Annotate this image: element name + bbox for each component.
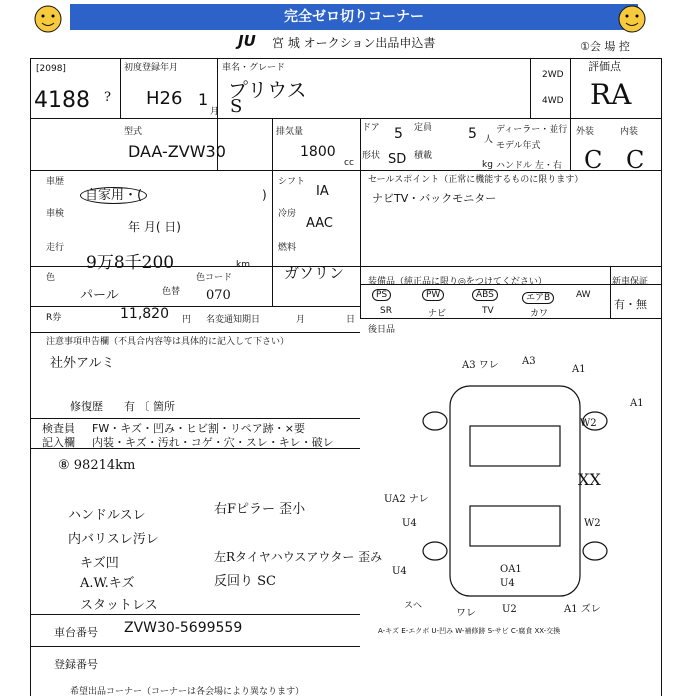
notice-month: 月 bbox=[296, 315, 306, 325]
dealer-label: ディーラー・並行 bbox=[496, 125, 568, 135]
handwritten-note: スタットレス bbox=[80, 598, 158, 613]
equipment-abs: ABS bbox=[472, 290, 498, 300]
exterior-value: C bbox=[584, 146, 603, 174]
recycle-unit: 円 bbox=[182, 315, 192, 325]
capacity-label: 定員 bbox=[414, 123, 433, 133]
handle-label: ハンドル 左・右 bbox=[496, 161, 562, 171]
shift-label: シフト bbox=[278, 177, 306, 187]
handwritten-note: 左Rタイヤハウスアウター 歪み bbox=[214, 550, 383, 564]
recorder-value: 内装・キズ・汚れ・コゲ・穴・スレ・キレ・破レ bbox=[92, 436, 334, 449]
equipment-pw: PW bbox=[422, 290, 444, 300]
diagram-mark: W2 bbox=[580, 418, 597, 429]
reg-month: 1 bbox=[198, 90, 209, 109]
type-label: 型式 bbox=[124, 127, 143, 137]
capacity-value: 5 bbox=[468, 126, 477, 142]
diagram-mark: U4 bbox=[500, 578, 515, 589]
reg-month-unit: 月 bbox=[210, 107, 220, 117]
recycle-label: R券 bbox=[46, 313, 62, 323]
repair-value: 有 〔 箇所 bbox=[124, 400, 175, 413]
selling-value: ナビTV・バックモニター bbox=[372, 192, 497, 205]
model-grade: S bbox=[230, 96, 243, 117]
windshield bbox=[470, 426, 560, 466]
model-label: 車名・グレード bbox=[222, 63, 286, 73]
inspector-value: FW・キズ・凹み・ヒビ割・リペア跡・×要 bbox=[92, 422, 305, 435]
ac-label: 冷房 bbox=[278, 209, 297, 219]
doors-label: ドア bbox=[362, 123, 380, 133]
handwritten-note: キズ凹 bbox=[80, 556, 119, 571]
equipment-navi: ナビ bbox=[428, 309, 447, 319]
shape-value: SD bbox=[388, 152, 407, 167]
fuel-label: 燃料 bbox=[278, 243, 297, 253]
interior-value: C bbox=[626, 146, 645, 174]
equipment-leather: カワ bbox=[530, 309, 549, 319]
diagram-mark: U4 bbox=[392, 566, 407, 577]
equipment-airbag: エアB bbox=[522, 290, 554, 303]
history-label: 車歴 bbox=[46, 177, 65, 187]
color-code: 070 bbox=[206, 288, 231, 303]
diagram-mark: A3 ワレ bbox=[462, 360, 499, 371]
warranty-label: 新車保証 bbox=[612, 277, 649, 287]
reg-era: H26 bbox=[146, 88, 183, 109]
ac-value: AAC bbox=[306, 216, 333, 231]
color-label: 色 bbox=[46, 273, 56, 283]
color-change: 色替 bbox=[162, 287, 181, 297]
diagram-mark: UA2 ナレ bbox=[384, 494, 429, 505]
diagram-mark: U4 bbox=[402, 518, 417, 529]
mileage-label: 走行 bbox=[46, 243, 65, 253]
brand-logo: JU bbox=[238, 32, 256, 50]
chassis-value: ZVW30-5699559 bbox=[124, 620, 243, 636]
handwritten-note: 右Fピラー 歪小 bbox=[214, 502, 306, 517]
load-unit: kg bbox=[482, 160, 493, 170]
chassis-label: 車台番号 bbox=[54, 626, 98, 639]
handwritten-note: 内バリスレ汚レ bbox=[68, 532, 159, 547]
equipment-aw: AW bbox=[576, 290, 591, 300]
displacement-label: 排気量 bbox=[276, 127, 304, 137]
rear-window bbox=[470, 506, 560, 546]
history-value: 自家用・( bbox=[80, 184, 147, 203]
capacity-unit: 人 bbox=[484, 135, 494, 145]
reg-label: 初度登録年月 bbox=[124, 63, 179, 73]
lot-suffix: ? bbox=[104, 90, 111, 105]
notes-label: 注意事項申告欄（不具合内容等は具体的に記入して下さい） bbox=[46, 337, 290, 347]
handwritten-note: 反回り SC bbox=[214, 574, 276, 589]
displacement-unit: cc bbox=[344, 158, 354, 168]
grade-label: 評価点 bbox=[588, 60, 621, 73]
drive-4wd: 4WD bbox=[542, 96, 564, 106]
venue-copy: ①会 場 控 bbox=[580, 40, 630, 53]
notice-day: 日 bbox=[346, 315, 356, 325]
diagram-mark: A1 bbox=[572, 364, 586, 375]
lot-code: [2098] bbox=[36, 64, 66, 74]
repair-label: 修復歴 bbox=[70, 400, 103, 413]
model-year-label: モデル年式 bbox=[496, 141, 541, 151]
after-label: 後日品 bbox=[368, 325, 396, 335]
shape-label: 形状 bbox=[362, 151, 381, 161]
type-value: DAA-ZVW30 bbox=[128, 142, 226, 161]
recycle-value: 11,820 bbox=[120, 306, 169, 322]
lot-number: 4188 bbox=[34, 88, 90, 113]
diagram-mark: W2 bbox=[584, 518, 601, 529]
notes-value: 社外アルミ bbox=[50, 356, 115, 371]
diagram-mark: A3 bbox=[522, 356, 536, 367]
handwritten-note: ハンドルスレ bbox=[68, 508, 146, 523]
notice-label: 名変通知期日 bbox=[206, 315, 261, 325]
mascot-icon bbox=[28, 2, 68, 36]
handwritten-note: A.W.キズ bbox=[80, 576, 135, 591]
displacement-value: 1800 bbox=[300, 144, 336, 160]
diagram-mark: OA1 bbox=[500, 564, 522, 575]
warranty-value: 有・無 bbox=[614, 298, 647, 311]
load-label: 積載 bbox=[414, 151, 433, 161]
mileage-unit: km bbox=[236, 260, 250, 270]
color-value: パール bbox=[80, 288, 119, 303]
inspection-label: 車検 bbox=[46, 209, 65, 219]
selling-label: セールスポイント（正常に機能するものに限ります） bbox=[368, 175, 584, 185]
recorder-label: 記入欄 bbox=[42, 436, 75, 449]
equipment-sr: SR bbox=[380, 306, 392, 316]
diagram-mark: A1 ズレ bbox=[564, 604, 601, 615]
equipment-ps: PS bbox=[372, 290, 391, 300]
diagram-mark: ワレ bbox=[456, 608, 476, 619]
diagram-mark: U2 bbox=[502, 604, 517, 615]
equipment-tv: TV bbox=[482, 306, 494, 316]
diagram-mark: A1 bbox=[630, 398, 644, 409]
inspector-label: 検査員 bbox=[42, 422, 75, 435]
model-name: プリウス bbox=[228, 78, 307, 102]
damage-legend: A-キズ E-エクボ U-凹み W-補修跡 S-サビ C-腐食 XX-交換 bbox=[378, 627, 561, 635]
fuel-value: ガソリン bbox=[284, 264, 345, 282]
banner: 完全ゼロ切りコーナー bbox=[70, 4, 638, 30]
mascot-icon bbox=[612, 2, 652, 36]
equipment-label: 装備品（純正品に限り◎をつけてください） bbox=[368, 277, 547, 287]
footer-label: 希望出品コーナー（コーナーは各会場により異なります） bbox=[70, 687, 305, 697]
drive-2wd: 2WD bbox=[542, 70, 564, 80]
handwritten-note: ⑧ 98214km bbox=[58, 458, 136, 473]
diagram-mark: XX bbox=[578, 470, 601, 489]
shift-value: IA bbox=[316, 184, 329, 199]
grade-value: RA bbox=[590, 78, 632, 111]
mileage-value: 9万8千200 bbox=[86, 253, 175, 273]
exterior-label: 外装 bbox=[576, 127, 595, 137]
form-title: 宮 城 オークション出品申込書 bbox=[272, 36, 436, 50]
inspection-value: 年 月( 日) bbox=[128, 220, 181, 234]
doors-value: 5 bbox=[394, 126, 403, 142]
interior-label: 内装 bbox=[620, 127, 639, 137]
history-close: ) bbox=[262, 188, 267, 202]
plate-label: 登録番号 bbox=[54, 658, 98, 671]
color-code-label: 色コード bbox=[196, 273, 233, 283]
diagram-mark: スヘ bbox=[404, 601, 423, 611]
